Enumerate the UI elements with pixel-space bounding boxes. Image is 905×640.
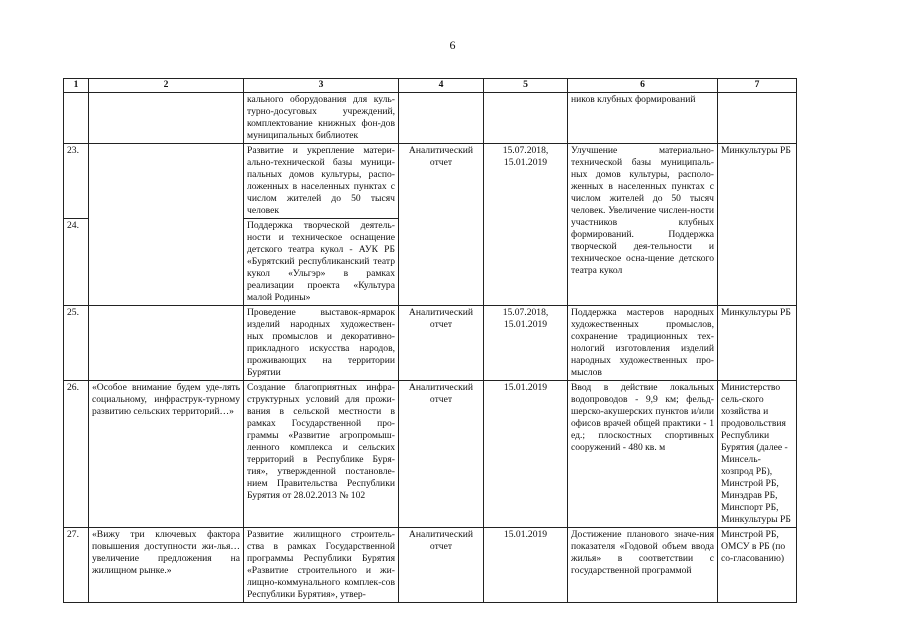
header-cell: 5 bbox=[484, 79, 568, 93]
deadline: 15.07.2018, 15.01.2019 bbox=[484, 144, 568, 219]
header-cell: 3 bbox=[244, 79, 399, 93]
expected-result: ников клубных формирований bbox=[568, 93, 718, 144]
report-form: Аналитический отчет bbox=[399, 144, 484, 219]
table-row bbox=[64, 381, 797, 528]
measure-text: Создание благоприятных инфра-структурных условий для прожи-вания в сельской местности в рамках Государственной про-граммы «Развитие агропромыш-ленного комплекса и сельских территорий в Республике Буря-тия», утвержденной постановле-нием Правительства Республики Бурятия от 28.02.2013 № 102 bbox=[244, 381, 399, 528]
expected-result: Ввод в действие локальных водопроводов - 9,9 км; фельд-шерско-акушерских пунктов и/или офисов врачей общей практики - 1 ед.; плоскостных спортивных сооружений - 480 кв. м bbox=[568, 381, 718, 528]
table-row bbox=[64, 144, 797, 219]
row-number: 26. bbox=[64, 381, 89, 528]
table-row bbox=[64, 306, 797, 381]
executor: Минкультуры РБ bbox=[718, 144, 797, 219]
deadline bbox=[484, 93, 568, 144]
expected-result: Достижение планового значе-ния показателя «Годовой объем ввода жилья» в соответствии с государственной программой bbox=[568, 528, 718, 603]
row-number: 24. bbox=[64, 219, 89, 306]
expected-result: Поддержка мастеров народных художественных промыслов, сохранение традиционных тех-нологий изготовления изделий народных художественных про-мыслов bbox=[568, 306, 718, 381]
header-cell: 7 bbox=[718, 79, 797, 93]
plan-table bbox=[63, 78, 797, 603]
row-number bbox=[64, 93, 89, 144]
deadline: 15.07.2018, 15.01.2019 bbox=[484, 306, 568, 381]
executor bbox=[718, 93, 797, 144]
measure-text: Поддержка творческой деятель-ности и техническое оснащение детского театра кукол - АУК РБ «Бурятский республиканский театр кукол «Ульгэр» в рамках реализации проекта «Культура малой Родины» bbox=[244, 219, 399, 306]
message-quote: «Особое внимание будем уде-лять социальному, инфраструк-турному развитию сельских территорий…» bbox=[89, 381, 244, 528]
report-form-continued bbox=[399, 219, 484, 306]
deadline: 15.01.2019 bbox=[484, 528, 568, 603]
expected-result: Улучшение материально-технической базы муниципаль-ных домов культуры, располо-женных в населенных пунктах с числом жителей до 50 тысяч человек. Увеличение числен-ности участников клубных формирований. Поддержка творческой дея-тельности и техническое осна-щение детского театра кукол bbox=[568, 144, 718, 306]
measure-text: Проведение выставок-ярмарок изделий народных художествен-ных промыслов и декоративно-прикладного искусства народов, проживающих на территории Бурятии bbox=[244, 306, 399, 381]
executor: Министерство сель-ского хозяйства и продовольствия Республики Бурятия (далее - Минсель-хозпрод РБ), Минстрой РБ, Минздрав РБ, Минспорт РБ, Минкультуры РБ bbox=[718, 381, 797, 528]
message-quote: «Вижу три ключевых фактора повышения доступности жи-лья… увеличение предложения на жилищном рынке.» bbox=[89, 528, 244, 603]
measure-text: Развитие жилищного строитель-ства в рамках Государственной программы Республики Бурятия «Развитие строительного и жи-лищно-коммунального комплек-сов Республики Бурятия», утвер- bbox=[244, 528, 399, 603]
header-cell: 2 bbox=[89, 79, 244, 93]
deadline-continued bbox=[484, 219, 568, 306]
header-cell: 4 bbox=[399, 79, 484, 93]
table-row bbox=[64, 93, 797, 144]
header-cell: 6 bbox=[568, 79, 718, 93]
message-quote bbox=[89, 306, 244, 381]
message-quote bbox=[89, 93, 244, 144]
measure-text: Развитие и укрепление матери-ально-технической базы муници-пальных домов культуры, распо-ложенных в населенных пунктах с числом жителей до 50 тысяч человек bbox=[244, 144, 399, 219]
header-cell: 1 bbox=[64, 79, 89, 93]
row-number: 25. bbox=[64, 306, 89, 381]
report-form: Аналитический отчет bbox=[399, 381, 484, 528]
table-row bbox=[64, 528, 797, 603]
page-number: 6 bbox=[449, 38, 456, 52]
row-number: 23. bbox=[64, 144, 89, 219]
row-number: 27. bbox=[64, 528, 89, 603]
report-form bbox=[399, 93, 484, 144]
measure-text: кального оборудования для куль-турно-досуговых учреждений, комплектование книжных фон-дов муниципальных библиотек bbox=[244, 93, 399, 144]
executor: Минстрой РБ, ОМСУ в РБ (по со-гласованию) bbox=[718, 528, 797, 603]
executor: Минкультуры РБ bbox=[718, 306, 797, 381]
deadline: 15.01.2019 bbox=[484, 381, 568, 528]
report-form: Аналитический отчет bbox=[399, 306, 484, 381]
report-form: Аналитический отчет bbox=[399, 528, 484, 603]
message-quote bbox=[89, 144, 244, 306]
header-row bbox=[64, 79, 797, 93]
executor-continued bbox=[718, 219, 797, 306]
